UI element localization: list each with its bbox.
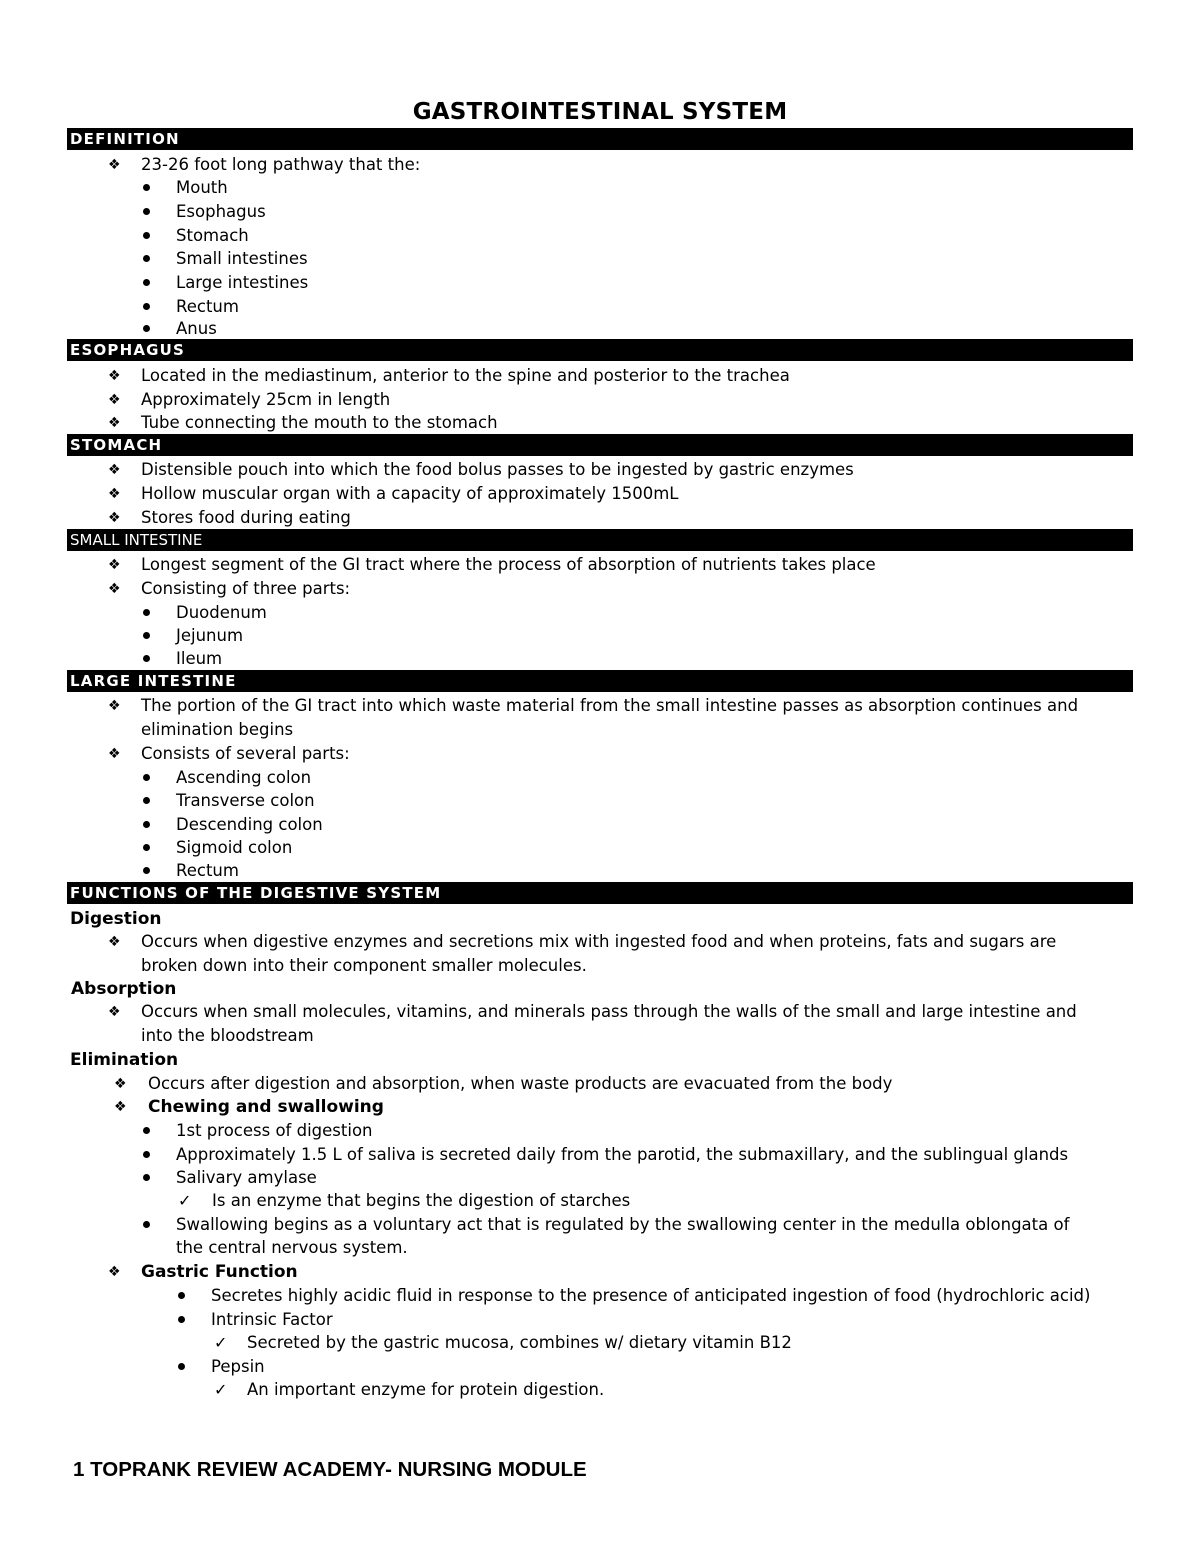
diamond-bullet-icon: ❖ <box>108 1004 121 1020</box>
bullet-icon <box>143 655 150 662</box>
bullet-icon <box>143 232 150 239</box>
bullet-icon <box>143 821 150 828</box>
subheading-absorption: Absorption <box>71 979 177 999</box>
bullet-icon <box>178 1292 185 1299</box>
diamond-bullet-icon: ❖ <box>108 934 121 950</box>
bullet-icon <box>143 797 150 804</box>
diamond-bullet-icon: ❖ <box>108 510 121 526</box>
bullet-icon <box>143 303 150 310</box>
diamond-bullet-icon: ❖ <box>108 368 121 384</box>
diamond-bullet-icon: ❖ <box>108 557 121 573</box>
subheading-chewing: Chewing and swallowing <box>148 1097 384 1117</box>
section-header-small-intestine: SMALL INTESTINE <box>67 529 1133 551</box>
bullet-icon <box>178 1363 185 1370</box>
diamond-bullet-icon: ❖ <box>108 486 121 502</box>
diamond-bullet-icon: ❖ <box>114 1076 127 1092</box>
diamond-bullet-icon: ❖ <box>108 746 121 762</box>
bullet-icon <box>143 1127 150 1134</box>
bullet-icon <box>143 1174 150 1181</box>
subheading-digestion: Digestion <box>70 909 162 929</box>
check-icon: ✓ <box>214 1380 228 1399</box>
diamond-bullet-icon: ❖ <box>108 698 121 714</box>
document-page: GASTROINTESTINAL SYSTEM DEFINITION ❖ 23-26 foot long pathway that the: Mouth Esophagus Stomach Small intestines Large intestines Rectum Anus ESOPHAGUS ❖ Located in the mediastinum, anterior to the spine and posterior to the trachea ❖ Approximately 25cm in length ❖ Tube connecting the mouth to the stomach STOMACH ❖ Distensible pouch into which the food bolus passes to be ingested by gastric enzymes ❖ Hollow muscular organ with a capacity of approximately 1500mL ❖ Stores food during eating SMALL INTESTINE ❖ Longest segment of the GI tract where the process of absorption of nutrients takes place ❖ Consisting of three parts: Duodenum Jejunum Ileum LARGE INTESTINE ❖ The portion of the GI tract into which waste material from the small intestine passes as absorption continues and elimination begins ❖ Consists of several parts: Ascending colon Transverse colon Descending colon Sigmoid colon Rectum FUNCTIONS OF THE DIGESTIVE SYSTEM Digestion ❖ Occurs when digestive enzymes and secretions mix with ingested food and when proteins, fats and sugars are broken down into their component smaller molecules. Absorption ❖ Occurs when small molecules, vitamins, and minerals pass through the walls of the small and large intestine and into the bloodstream Elimination ❖ Occurs after digestion and absorption, when waste products are evacuated from the body ❖ Chewing and swallowing 1st process of digestion Approximately 1.5 L of saliva is secreted daily from the parotid, the submaxillary, and the sublingual glands Salivary amylase ✓ Is an enzyme that begins the digestion of starches Swallowing begins as a voluntary act that is regulated by the swallowing center in the medulla oblongata of the central nervous system. ❖ Gastric Function Secretes highly acidic fluid in response to the presence of anticipated ingestion of food (hydrochloric acid) Intrinsic Factor ✓ Secreted by the gastric mucosa, combines w/ dietary vitamin B12 Pepsin ✓ An important enzyme for protein digestion. 1 TOPRANK REVIEW ACADEMY- NURSING MODULE <box>0 0 1200 1553</box>
diamond-bullet-icon: ❖ <box>108 157 121 173</box>
section-header-stomach: STOMACH <box>67 434 1133 456</box>
page-footer: 1 TOPRANK REVIEW ACADEMY- NURSING MODULE <box>73 1458 587 1481</box>
bullet-icon <box>143 632 150 639</box>
diamond-bullet-icon: ❖ <box>108 462 121 478</box>
subheading-elimination: Elimination <box>70 1050 179 1070</box>
bullet-icon <box>143 184 150 191</box>
bullet-icon <box>178 1316 185 1323</box>
page-title: GASTROINTESTINAL SYSTEM <box>412 99 788 125</box>
section-header-esophagus: ESOPHAGUS <box>67 339 1133 361</box>
diamond-bullet-icon: ❖ <box>108 392 121 408</box>
bullet-icon <box>143 867 150 874</box>
check-icon: ✓ <box>214 1333 228 1352</box>
bullet-icon <box>143 255 150 262</box>
diamond-bullet-icon: ❖ <box>108 415 121 431</box>
section-header-definition: DEFINITION <box>67 128 1133 150</box>
bullet-icon <box>143 279 150 286</box>
bullet-icon <box>143 208 150 215</box>
bullet-icon <box>143 609 150 616</box>
section-header-large-intestine: LARGE INTESTINE <box>67 670 1133 692</box>
section-header-functions: FUNCTIONS OF THE DIGESTIVE SYSTEM <box>67 882 1133 904</box>
diamond-bullet-icon: ❖ <box>108 581 121 597</box>
bullet-icon <box>143 325 150 332</box>
check-icon: ✓ <box>178 1191 192 1210</box>
diamond-bullet-icon: ❖ <box>114 1099 127 1115</box>
subheading-gastric: Gastric Function <box>141 1262 298 1282</box>
bullet-icon <box>143 844 150 851</box>
diamond-bullet-icon: ❖ <box>108 1264 121 1280</box>
bullet-icon <box>143 1151 150 1158</box>
bullet-icon <box>143 774 150 781</box>
bullet-icon <box>143 1221 150 1228</box>
